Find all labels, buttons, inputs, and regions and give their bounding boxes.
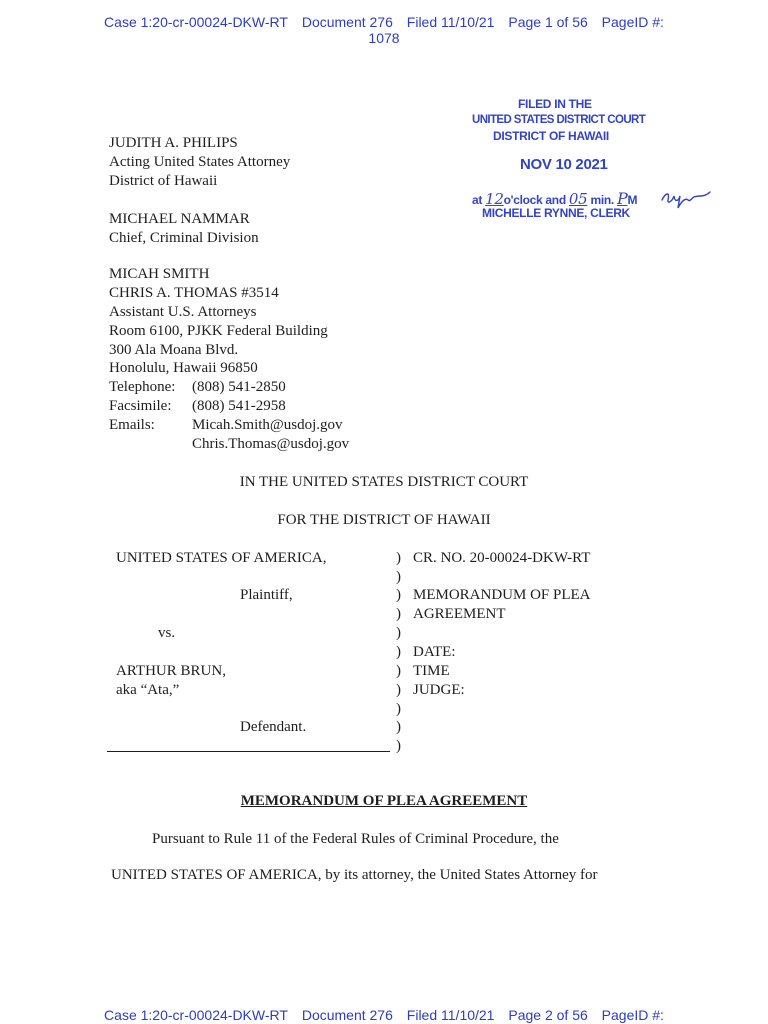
judge-label: JUDGE:	[413, 682, 465, 698]
caption-paren: )	[396, 569, 401, 585]
stamp-clerk: MICHELLE RYNNE, CLERK	[482, 206, 630, 220]
email-link-1[interactable]: Micah.Smith@usdoj.gov	[192, 417, 343, 433]
filed-date: Filed 11/10/21	[406, 1007, 495, 1023]
document-number: Document 276	[301, 1007, 393, 1023]
caption-paren: )	[396, 625, 401, 641]
address-line-3: Honolulu, Hawaii 96850	[109, 360, 258, 376]
body-paragraph-line-1: Pursuant to Rule 11 of the Federal Rules of Criminal Procedure, the	[152, 831, 559, 847]
facsimile-value: (808) 541-2958	[192, 398, 286, 414]
us-attorney-name: JUDITH A. PHILIPS	[109, 135, 238, 151]
facsimile-label: Facsimile:	[109, 398, 172, 414]
caption-paren: )	[396, 663, 401, 679]
stamp-oclock: o'clock and	[503, 193, 566, 207]
page-header-line	[0, 14, 768, 30]
chief-title: Chief, Criminal Division	[109, 230, 259, 246]
stamp-line-3: DISTRICT OF HAWAII	[493, 129, 609, 143]
date-label: DATE:	[413, 644, 456, 660]
document-number: Document 276	[301, 14, 393, 30]
email-link-2[interactable]: Chris.Thomas@usdoj.gov	[192, 436, 350, 452]
stamp-line-2: UNITED STATES DISTRICT COURT	[472, 114, 646, 126]
stamp-meridiem-handwritten: P	[616, 189, 628, 208]
stamp-min-label: min.	[590, 193, 614, 207]
defendant-aka: aka “Ata,”	[116, 682, 180, 698]
stamp-hour-handwritten: 12	[485, 190, 504, 208]
document-title-line-2: AGREEMENT	[413, 606, 506, 622]
ausa-name-1: MICAH SMITH	[109, 266, 210, 282]
plaintiff-label: Plaintiff,	[240, 587, 293, 603]
page-id-label: PageID #:	[601, 14, 664, 30]
telephone-value: (808) 541-2850	[192, 379, 286, 395]
caption-paren: )	[396, 719, 401, 735]
stamp-at: at	[472, 193, 483, 207]
court-heading-1: IN THE UNITED STATES DISTRICT COURT	[239, 474, 529, 490]
caption-paren: )	[396, 682, 401, 698]
next-page-header	[0, 1007, 768, 1023]
caption-paren: )	[396, 738, 401, 754]
filed-date: Filed 11/10/21	[406, 14, 495, 30]
caption-underline	[107, 751, 390, 752]
versus: vs.	[158, 625, 176, 641]
defendant-name: ARTHUR BRUN,	[116, 663, 226, 679]
us-attorney-title: Acting United States Attorney	[109, 154, 291, 170]
page-id-label: PageID #:	[601, 1007, 664, 1023]
telephone-label: Telephone:	[109, 379, 176, 395]
stamp-line-1: FILED IN THE	[518, 97, 592, 111]
ausa-name-2: CHRIS A. THOMAS #3514	[109, 285, 279, 301]
case-number-header: Case 1:20-cr-00024-DKW-RT	[104, 14, 288, 30]
page-number: Page 2 of 56	[508, 1007, 588, 1023]
clerk-initials-signature	[658, 186, 714, 212]
document-title-line-1: MEMORANDUM OF PLEA	[413, 587, 591, 603]
time-label: TIME	[413, 663, 450, 679]
emails-label: Emails:	[109, 417, 155, 433]
caption-paren: )	[396, 606, 401, 622]
chief-name: MICHAEL NAMMAR	[109, 211, 250, 227]
caption-paren: )	[396, 644, 401, 660]
address-line-2: 300 Ala Moana Blvd.	[109, 342, 239, 358]
page-number: Page 1 of 56	[508, 14, 588, 30]
caption-paren: )	[396, 550, 401, 566]
defendant-label: Defendant.	[240, 719, 307, 735]
page-id-number: 1078	[368, 30, 400, 46]
caption-paren: )	[396, 701, 401, 717]
plaintiff-name: UNITED STATES OF AMERICA,	[116, 550, 327, 566]
memorandum-title: MEMORANDUM OF PLEA AGREEMENT	[240, 793, 528, 809]
caption-paren: )	[396, 587, 401, 603]
court-heading-2: FOR THE DISTRICT OF HAWAII	[277, 512, 491, 528]
criminal-case-number: CR. NO. 20-00024-DKW-RT	[413, 550, 591, 566]
district: District of Hawaii	[109, 173, 218, 189]
body-paragraph-line-2: UNITED STATES OF AMERICA, by its attorney, the United States Attorney for	[111, 867, 598, 883]
address-line-1: Room 6100, PJKK Federal Building	[109, 323, 328, 339]
ausa-title: Assistant U.S. Attorneys	[109, 304, 257, 320]
stamp-date: NOV 10 2021	[520, 156, 608, 173]
case-number-header: Case 1:20-cr-00024-DKW-RT	[104, 1007, 288, 1023]
page-header	[0, 14, 768, 46]
stamp-minutes-handwritten: 05	[568, 190, 588, 208]
stamp-meridiem: M	[627, 193, 638, 207]
